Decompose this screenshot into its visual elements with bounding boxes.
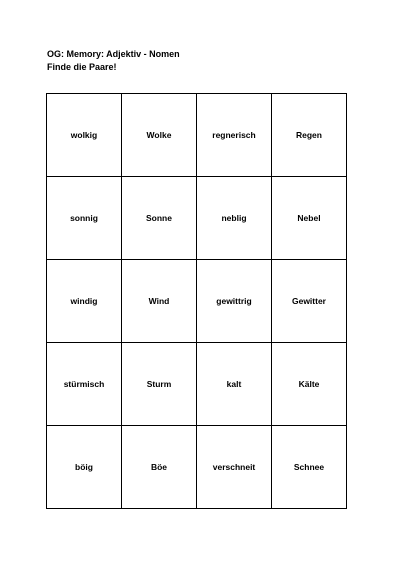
memory-card: kalt	[197, 343, 272, 426]
memory-card: sonnig	[47, 177, 122, 260]
memory-card: Wind	[122, 260, 197, 343]
memory-card: regnerisch	[197, 94, 272, 177]
memory-card: neblig	[197, 177, 272, 260]
memory-card: windig	[47, 260, 122, 343]
memory-card: Regen	[272, 94, 347, 177]
memory-card: Nebel	[272, 177, 347, 260]
worksheet-title: OG: Memory: Adjektiv - Nomen	[47, 49, 180, 59]
worksheet-header	[47, 48, 180, 74]
grid-row	[47, 177, 347, 260]
memory-card: Gewitter	[272, 260, 347, 343]
memory-card: Sonne	[122, 177, 197, 260]
grid-row	[47, 260, 347, 343]
grid-row	[47, 426, 347, 509]
memory-card: Kälte	[272, 343, 347, 426]
worksheet-instruction: Finde die Paare!	[47, 62, 117, 72]
memory-card: stürmisch	[47, 343, 122, 426]
grid-row	[47, 343, 347, 426]
memory-card: Schnee	[272, 426, 347, 509]
memory-card-grid	[46, 93, 347, 509]
memory-card: böig	[47, 426, 122, 509]
grid-row	[47, 94, 347, 177]
memory-card: Wolke	[122, 94, 197, 177]
memory-card: Sturm	[122, 343, 197, 426]
memory-card: verschneit	[197, 426, 272, 509]
memory-card: wolkig	[47, 94, 122, 177]
memory-card: Böe	[122, 426, 197, 509]
memory-card: gewittrig	[197, 260, 272, 343]
